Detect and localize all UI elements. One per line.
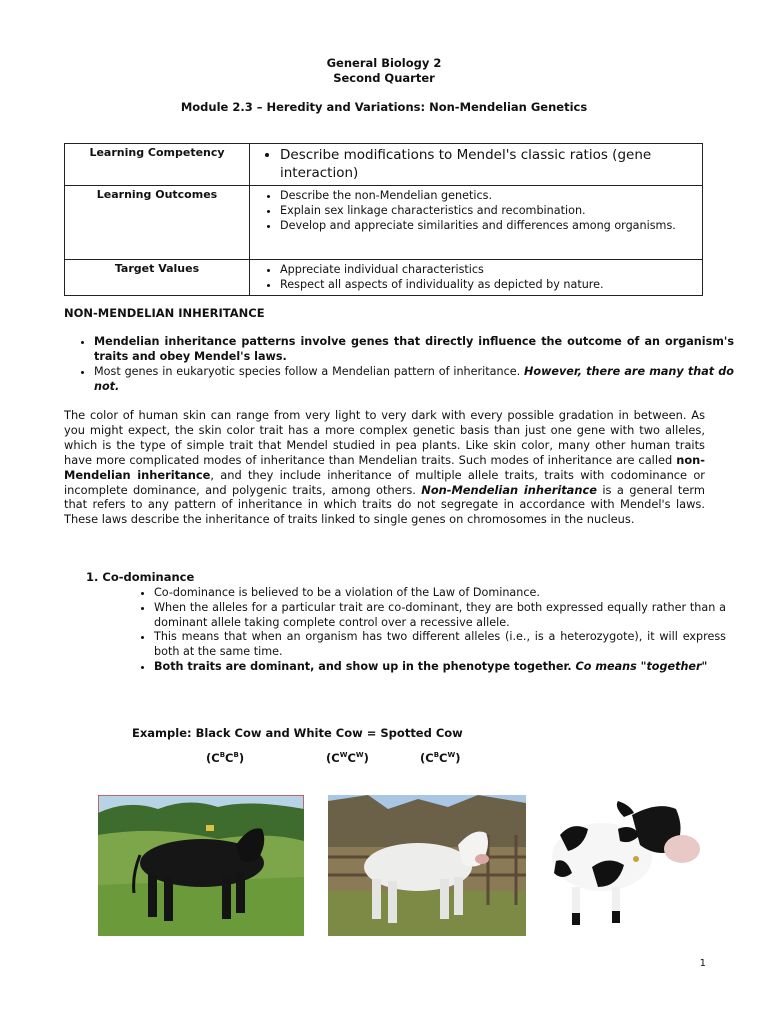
outcomes-row (65, 186, 703, 260)
section-heading: NON-MENDELIAN INHERITANCE (64, 306, 265, 320)
genotype-spotted: $(C^BC^W)$ (420, 751, 461, 765)
outcome-item: • Explain sex linkage characteristics and recombination. (280, 203, 696, 218)
genotype-white: $(C^WC^W)$ (326, 751, 369, 765)
outcomes-label: Learning Outcomes (65, 186, 250, 260)
values-label: Target Values (65, 260, 250, 296)
codominance-item: • Both traits are dominant, and show up in the phenotype together. Co means "together" (154, 660, 726, 675)
black-cow-image (98, 795, 304, 936)
competency-table (64, 143, 703, 296)
codominance-item: • This means that when an organism has two different alleles (i.e., is a heterozygote), it will express both at the same time. (154, 630, 726, 660)
competency-item: • Describe modifications to Mendel's classic ratios (gene interaction) (280, 146, 696, 182)
body-paragraph: The color of human skin can range from very light to very dark with every possible gradation in between. As you might expect, the skin color trait has a more complex genetic basis than just one gene with two alleles, which is the type of simple trait that Mendel studied in pea plants. Like skin color, many other human traits have more complicated modes of inheritance than Mendelian traits. Such modes of inheritance are called non-Mendelian inheritance, and they include inheritance of multiple allele traits, traits with codominance or incomplete dominance, and polygenic traits, among others. Non-Mendelian inheritance is a general term that refers to any pattern of inheritance in which traits do not segregate in accordance with Mendel's laws. These laws describe the inheritance of traits linked to single genes on chromosomes in the nucleus. (64, 408, 705, 527)
spotted-cow-image (548, 795, 704, 936)
module-title: Module 2.3 – Heredity and Variations: Non-Mendelian Genetics (180, 100, 588, 114)
codominance-item: • When the alleles for a particular trait are co-dominant, they are both expressed equally rather than a dominant allele taking complete control over a recessive allele. (154, 601, 726, 631)
example-line: Example: Black Cow and White Cow = Spotted Cow (132, 726, 463, 740)
outcome-item: • Describe the non-Mendelian genetics. (280, 188, 696, 203)
competency-row (65, 144, 703, 186)
value-item: • Respect all aspects of individuality as depicted by nature. (280, 277, 696, 292)
competency-cell (250, 144, 703, 186)
outcomes-cell (250, 186, 703, 260)
values-cell (250, 260, 703, 296)
white-cow-image (328, 795, 526, 936)
outcome-item: • Develop and appreciate similarities and differences among organisms. (280, 218, 696, 233)
values-row (65, 260, 703, 296)
codominance-list (132, 586, 726, 675)
intro-bullets (64, 334, 734, 394)
value-item: • Appreciate individual characteristics (280, 262, 696, 277)
page-number: 1 (699, 958, 706, 969)
bullet-item: • Mendelian inheritance patterns involve genes that directly influence the outcome of an organism's traits and obey Mendel's laws. (94, 334, 734, 364)
course-title: General Biology 2 (326, 56, 442, 70)
genotype-black: $(C^BC^B)$ (206, 751, 245, 765)
quarter-title: Second Quarter (333, 71, 435, 85)
bullet-item: • Most genes in eukaryotic species follow a Mendelian pattern of inheritance. However, there are many that do not. (94, 364, 734, 394)
competency-label: Learning Competency (65, 144, 250, 186)
codominance-item: • Co-dominance is believed to be a violation of the Law of Dominance. (154, 586, 726, 601)
codominance-heading: 1. Co-dominance (86, 570, 195, 584)
